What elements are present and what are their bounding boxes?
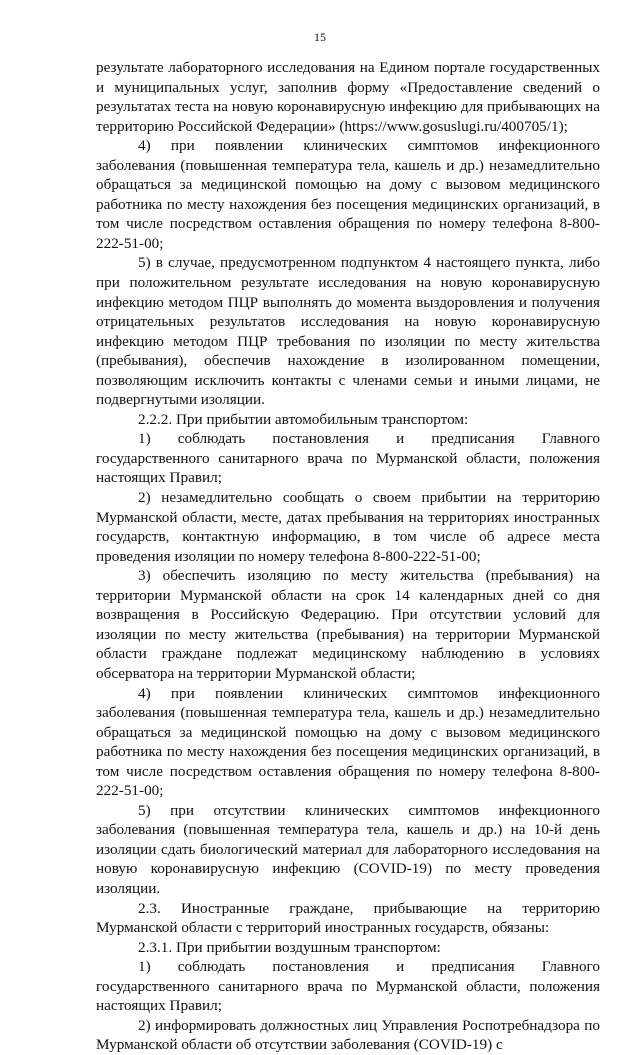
paragraph: 5) при отсутствии клинических симптомов инфекционного заболевания (повышенная температура тела, кашель и др.) на 10-й день изоляции сдать биологический материал для лабораторного исследования на новую коронавирусную инфекцию (COVID-19) по месту проведения изоляции.: [96, 801, 600, 897]
paragraph: 2.3.1. При прибытии воздушным транспортом:: [138, 938, 441, 956]
page-number: 15: [314, 30, 326, 44]
paragraph: 2.2.2. При прибытии автомобильным транспортом:: [138, 410, 469, 428]
paragraph: 3) обеспечить изоляцию по месту жительства (пребывания) на территории Мурманской области на срок 14 календарных дней со дня возвращения в Российскую Федерацию. При отсутствии условий для изоляции по месту жительства (пребывания) на территории Мурманской области граждане подлежат медицинскому наблюдению в условиях обсерватора на территории Мурманской области;: [96, 567, 600, 682]
paragraph: 1) соблюдать постановления и предписания Главного государственного санитарного врача по Мурманской области, положения настоящих Правил;: [96, 430, 600, 487]
paragraph: результате лабораторного исследования на Едином портале государственных и муниципальных услуг, заполнив форму «Предоставление сведений о результатах теста на новую коронавирусную инфекцию для прибывающих на территорию Российской Федерации» (https://www.gosuslugi.ru/400705/1);: [96, 59, 600, 135]
document-body: [96, 58, 600, 1055]
paragraph: 4) при появлении клинических симптомов инфекционного заболевания (повышенная температура тела, кашель и др.) незамедлительно обращаться за медицинской помощью на дому с вызовом медицинского работника по месту нахождения без посещения медицинских организаций, в том числе посредством оставления обращения по номеру телефона 8-800-222-51-00;: [96, 137, 600, 252]
paragraph: 2.3. Иностранные граждане, прибывающие на территорию Мурманской области с территорий иностранных государств, обязаны:: [96, 899, 600, 937]
paragraph: 1) соблюдать постановления и предписания Главного государственного санитарного врача по Мурманской области, положения настоящих Правил;: [96, 958, 600, 1015]
paragraph: 4) при появлении клинических симптомов инфекционного заболевания (повышенная температура тела, кашель и др.) незамедлительно обращаться за медицинской помощью на дому с вызовом медицинского работника по месту нахождения без посещения медицинских организаций, в том числе посредством оставления обращения по номеру телефона 8-800-222-51-00;: [96, 684, 600, 800]
paragraph: 2) информировать должностных лиц Управления Роспотребнадзора по Мурманской области об отсутствии заболевания (COVID-19) с: [96, 1016, 600, 1054]
paragraph: 2) незамедлительно сообщать о своем прибытии на территорию Мурманской области, месте, датах пребывания на территориях иностранных государств, контактную информацию, в том числе об адресе места проведения изоляции по номеру телефона 8-800-222-51-00;: [96, 489, 600, 565]
paragraph: 5) в случае, предусмотренном подпунктом 4 настоящего пункта, либо при положительном результате исследования на новую коронавирусную инфекцию методом ПЦР выполнять до момента выздоровления и получения отрицательных результатов исследования на новую коронавирусную инфекцию методом ПЦР требования по изоляции по месту жительства (пребывания), обеспечив нахождение в изолированном помещении, позволяющим исключить контакты с членами семьи и иными лицами, не подвергнутыми изоляции.: [96, 254, 600, 409]
